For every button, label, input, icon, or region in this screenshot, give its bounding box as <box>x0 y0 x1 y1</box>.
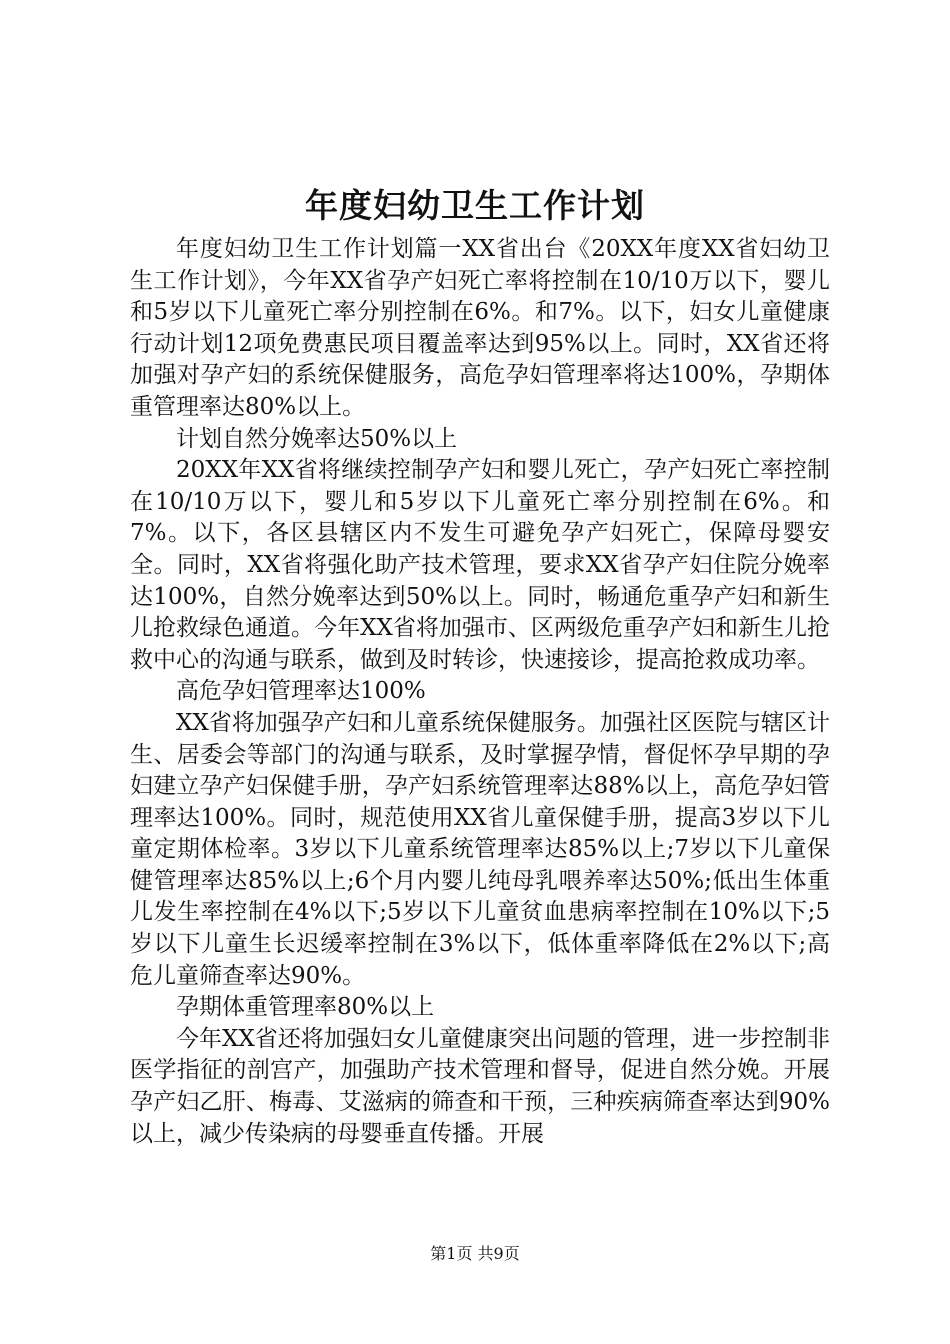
page-footer: 第1页 共9页 <box>430 1244 520 1263</box>
document-title: 年度妇幼卫生工作计划 <box>305 186 645 225</box>
document-body <box>130 234 830 1150</box>
paragraph-intro: 年度妇幼卫生工作计划篇一XX省出台《20XX年度XX省妇幼卫生工作计划》，今年XX省孕产妇死亡率将控制在10/10万以下，婴儿和5岁以下儿童死亡率分别控制在6%。和7%。以下，妇女儿童健康行动计划12项免费惠民项目覆盖率达到95%以上。同时，XX省还将加强对孕产妇的系统保健服务，高危孕妇管理率将达100%，孕期体重管理率达80%以上。 <box>130 236 830 420</box>
section-heading-natural-delivery: 计划自然分娩率达50%以上 <box>176 425 458 452</box>
paragraph-mortality-control: 20XX年XX省将继续控制孕产妇和婴儿死亡，孕产妇死亡率控制在10/10万以下，婴儿和5岁以下儿童死亡率分别控制在6%。和7%。以下，各区县辖区内不发生可避免孕产妇死亡，保障母婴安全。同时，XX省将强化助产技术管理，要求XX省孕产妇住院分娩率达100%，自然分娩率达到50%以上。同时，畅通危重孕产妇和新生儿抢救绿色通道。今年XX省将加强市、区两级危重孕产妇和新生儿抢救中心的沟通与联系，做到及时转诊，快速接诊，提高抢救成功率。 <box>130 457 830 673</box>
paragraph-system-care: XX省将加强孕产妇和儿童系统保健服务。加强社区医院与辖区计生、居委会等部门的沟通与联系，及时掌握孕情，督促怀孕早期的孕妇建立孕产妇保健手册，孕产妇系统管理率达88%以上，高危孕妇管理率达100%。同时，规范使用XX省儿童保健手册，提高3岁以下儿童定期体检率。3岁以下儿童系统管理率达85%以上;7岁以下儿童保健管理率达85%以上;6个月内婴儿纯母乳喂养率达50%;低出生体重儿发生率控制在4%以下;5岁以下儿童贫血患病率控制在10%以下;5岁以下儿童生长迟缓率控制在3%以下，低体重率降低在2%以下;高危儿童筛查率达90%。 <box>130 709 830 989</box>
paragraph-health-issues: 今年XX省还将加强妇女儿童健康突出问题的管理，进一步控制非医学指征的剖宫产，加强助产技术管理和督导，促进自然分娩。开展孕产妇乙肝、梅毒、艾滋病的筛查和干预，三种疾病筛查率达到90%以上，减少传染病的母婴垂直传播。开展 <box>130 1025 830 1147</box>
section-heading-weight-management: 孕期体重管理率80%以上 <box>176 994 435 1021</box>
section-heading-high-risk: 高危孕妇管理率达100% <box>176 678 426 705</box>
